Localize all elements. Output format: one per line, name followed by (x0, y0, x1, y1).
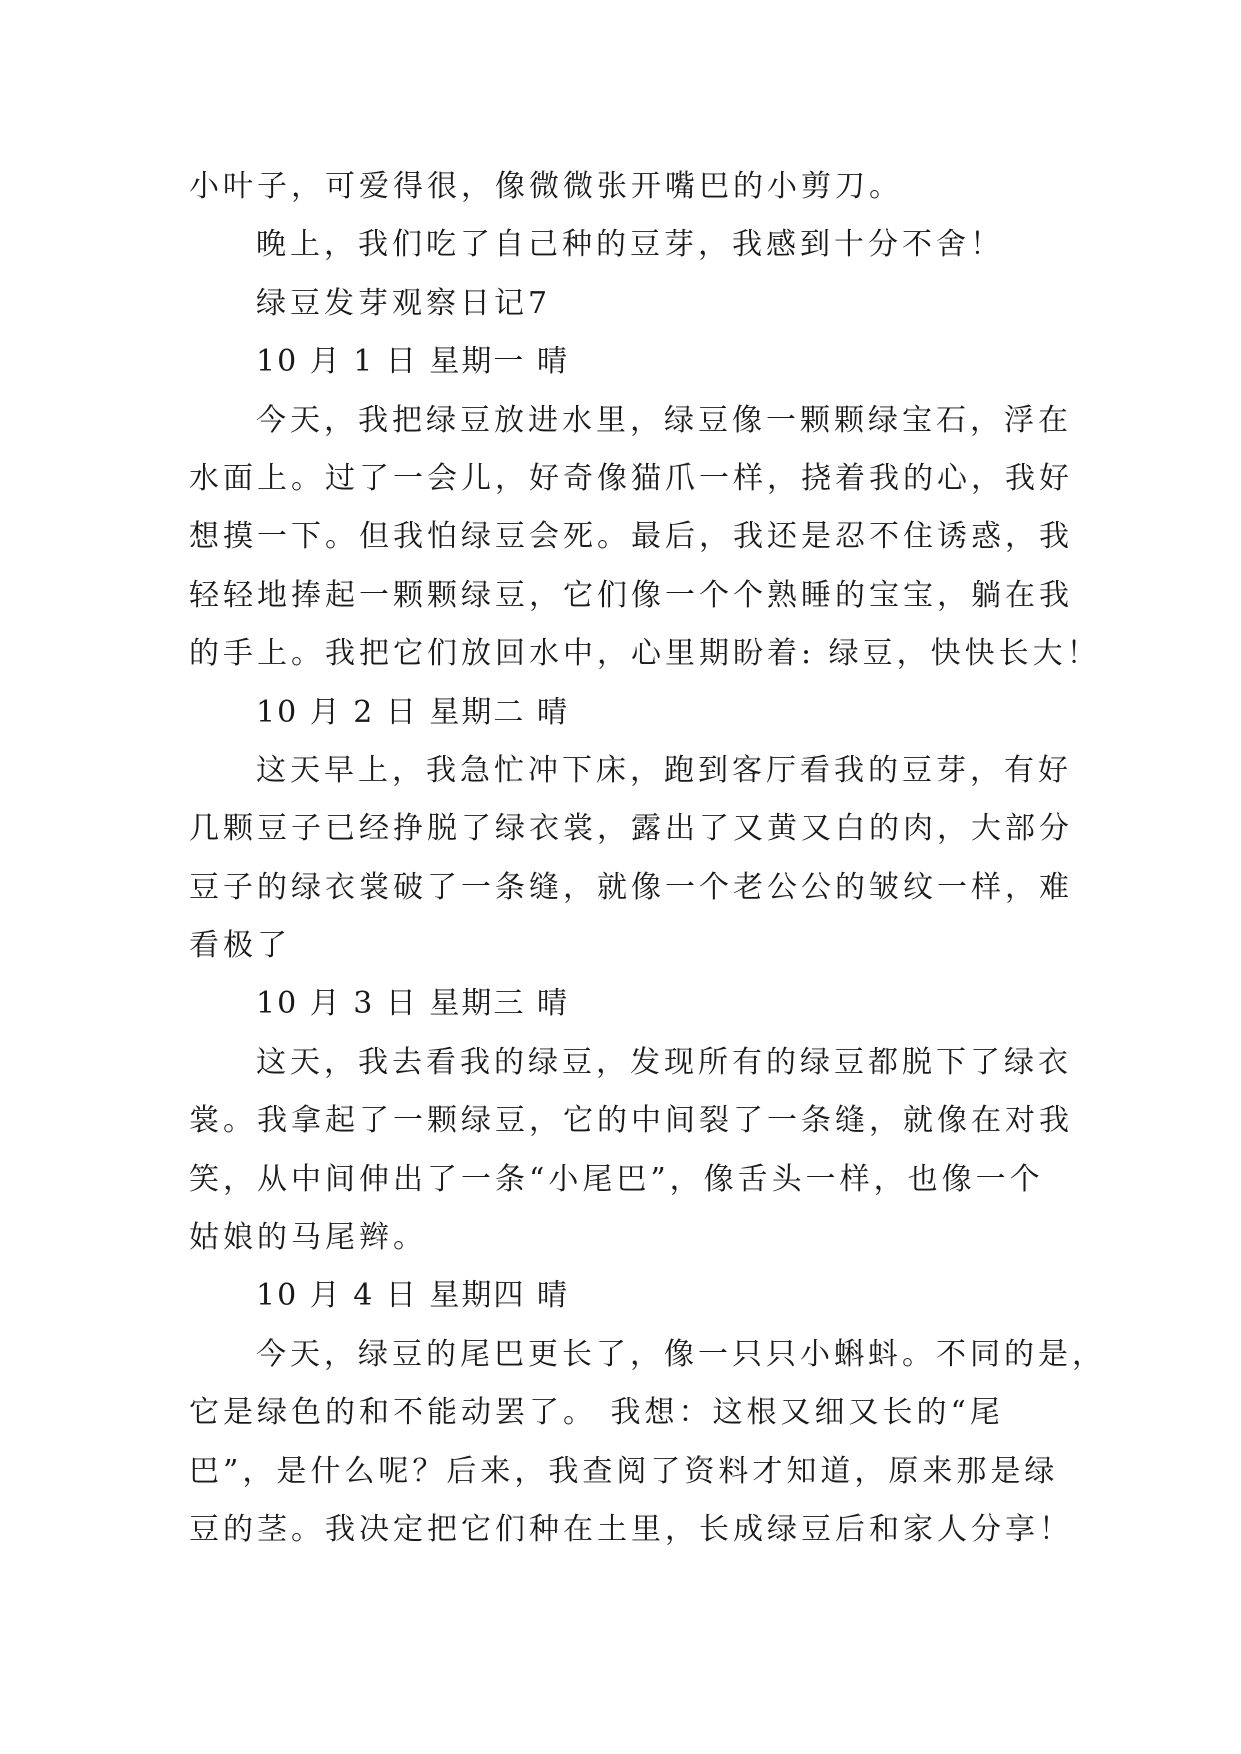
paragraph-line: 豆的茎。我决定把它们种在土里，长成绿豆后和家人分享！ (189, 1511, 1073, 1547)
paragraph-line: 巴”，是什么呢？后来，我查阅了资料才知道，原来那是绿 (189, 1453, 1059, 1489)
paragraph-line: 的手上。我把它们放回水中，心里期盼着: 绿豆，快快长大！ (189, 636, 1101, 672)
paragraph-line: 想摸一下。但我怕绿豆会死。最后，我还是忍不住诱惑，我 (189, 519, 1073, 555)
diary-date-line: 10 月 3 日 星期三 晴 (256, 986, 569, 1022)
diary-date-line: 10 月 4 日 星期四 晴 (256, 1278, 569, 1314)
paragraph-line: 它是绿色的和不能动罢了。 我想：这根又细又长的“尾 (189, 1395, 1004, 1431)
diary-text-body (189, 158, 1106, 1559)
paragraph-line: 姑娘的马尾辫。 (189, 1220, 427, 1256)
paragraph-line: 轻轻地捧起一颗颗绿豆，它们像一个个熟睡的宝宝，躺在我 (189, 577, 1073, 613)
paragraph-line: 看极了 (189, 928, 291, 964)
paragraph-line: 笑，从中间伸出了一条“小尾巴”，像舌头一样，也像一个 (189, 1161, 1044, 1197)
paragraph-line: 水面上。过了一会儿，好奇像猫爪一样，挠着我的心，我好 (189, 460, 1073, 496)
paragraph-line: 今天，我把绿豆放进水里，绿豆像一颗颗绿宝石，浮在 (256, 402, 1072, 438)
paragraph-line: 豆子的绿衣裳破了一条缝，就像一个老公公的皱纹一样，难 (189, 869, 1073, 905)
paragraph-line: 晚上，我们吃了自己种的豆芽，我感到十分不舍！ (256, 227, 1004, 263)
diary-heading: 绿豆发芽观察日记7 (256, 285, 552, 321)
paragraph-line: 几颗豆子已经挣脱了绿衣裳，露出了又黄又白的肉，大部分 (189, 811, 1073, 847)
paragraph-line: 这天早上，我急忙冲下床，跑到客厅看我的豆芽，有好 (256, 752, 1072, 788)
paragraph-line: 裳。我拿起了一颗绿豆，它的中间裂了一条缝，就像在对我 (189, 1103, 1073, 1139)
paragraph-line: 小叶子，可爱得很，像微微张开嘴巴的小剪刀。 (189, 169, 903, 204)
diary-date-line: 10 月 2 日 星期二 晴 (256, 694, 569, 730)
paragraph-line: 今天，绿豆的尾巴更长了，像一只只小蝌蚪。不同的是， (256, 1336, 1106, 1372)
paragraph-line: 这天，我去看我的绿豆，发现所有的绿豆都脱下了绿衣 (256, 1044, 1072, 1080)
diary-date-line: 10 月 1 日 星期一 晴 (256, 344, 569, 380)
